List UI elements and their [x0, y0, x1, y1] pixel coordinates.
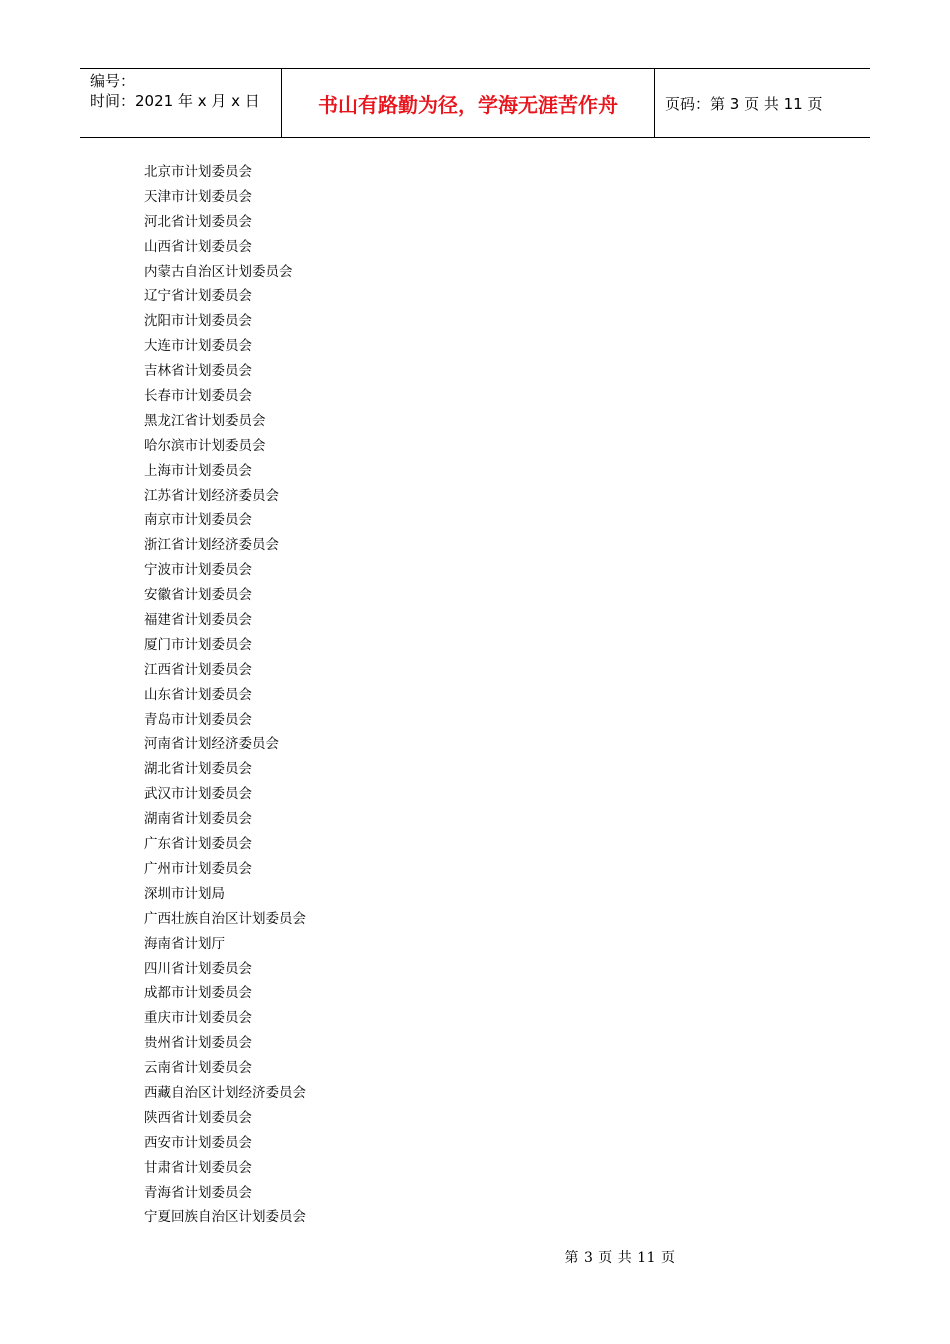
list-item: 湖南省计划委员会: [144, 811, 252, 828]
list-item: 大连市计划委员会: [144, 338, 252, 355]
list-item: 江苏省计划经济委员会: [144, 487, 279, 504]
header-motto-cell: [282, 69, 655, 137]
list-item: 黑龙江省计划委员会: [144, 412, 266, 429]
time-label: 时间：2021 年 x 月 x 日: [90, 92, 260, 110]
list-item: 西安市计划委员会: [144, 1134, 252, 1151]
list-item: 青岛市计划委员会: [144, 711, 252, 728]
list-item: 武汉市计划委员会: [144, 786, 252, 803]
footer-page-number: 第 3 页 共 11 页: [564, 1250, 676, 1266]
list-item: 山东省计划委员会: [144, 686, 252, 703]
header-page-info: 页码：第 3 页 共 11 页: [665, 94, 823, 113]
list-item: 甘肃省计划委员会: [144, 1159, 252, 1176]
list-item: 天津市计划委员会: [144, 188, 252, 205]
list-item: 山西省计划委员会: [144, 238, 252, 255]
list-item: 深圳市计划局: [144, 885, 225, 902]
list-item: 吉林省计划委员会: [144, 363, 252, 380]
list-item: 辽宁省计划委员会: [144, 288, 252, 305]
list-item: 北京市计划委员会: [144, 164, 252, 180]
header-page-cell: [655, 69, 870, 137]
list-item: 宁夏回族自治区计划委员会: [144, 1209, 306, 1226]
list-item: 云南省计划委员会: [144, 1060, 252, 1077]
list-item: 广东省计划委员会: [144, 836, 252, 853]
page-header: [80, 68, 870, 138]
list-item: 河南省计划经济委员会: [144, 736, 279, 753]
list-item: 贵州省计划委员会: [144, 1035, 252, 1052]
list-item: 青海省计划委员会: [144, 1184, 252, 1201]
list-item: 沈阳市计划委员会: [144, 313, 252, 330]
list-item: 湖北省计划委员会: [144, 761, 252, 778]
list-item: 四川省计划委员会: [144, 960, 252, 977]
list-item: 浙江省计划经济委员会: [144, 537, 279, 554]
list-item: 河北省计划委员会: [144, 213, 252, 230]
list-item: 成都市计划委员会: [144, 985, 252, 1002]
list-item: 西藏自治区计划经济委员会: [144, 1084, 306, 1101]
list-item: 上海市计划委员会: [144, 462, 252, 479]
list-item: 江西省计划委员会: [144, 661, 252, 678]
organization-list: [144, 160, 306, 1230]
header-meta-cell: [80, 69, 282, 137]
list-item: 广西壮族自治区计划委员会: [144, 910, 306, 927]
list-item: 厦门市计划委员会: [144, 636, 252, 653]
list-item: 重庆市计划委员会: [144, 1010, 252, 1027]
list-item: 宁波市计划委员会: [144, 562, 252, 579]
list-item: 福建省计划委员会: [144, 612, 252, 629]
list-item: 海南省计划厅: [144, 935, 225, 952]
list-item: 哈尔滨市计划委员会: [144, 437, 266, 454]
list-item: 陕西省计划委员会: [144, 1109, 252, 1126]
list-item: 内蒙古自治区计划委员会: [144, 263, 293, 280]
number-label: 编号：: [90, 72, 136, 90]
list-item: 安徽省计划委员会: [144, 587, 252, 604]
list-item: 广州市计划委员会: [144, 860, 252, 877]
motto-text: 书山有路勤为径，学海无涯苦作舟: [318, 92, 618, 117]
list-item: 长春市计划委员会: [144, 388, 252, 405]
page-footer: [0, 1247, 950, 1267]
list-item: 南京市计划委员会: [144, 512, 252, 529]
